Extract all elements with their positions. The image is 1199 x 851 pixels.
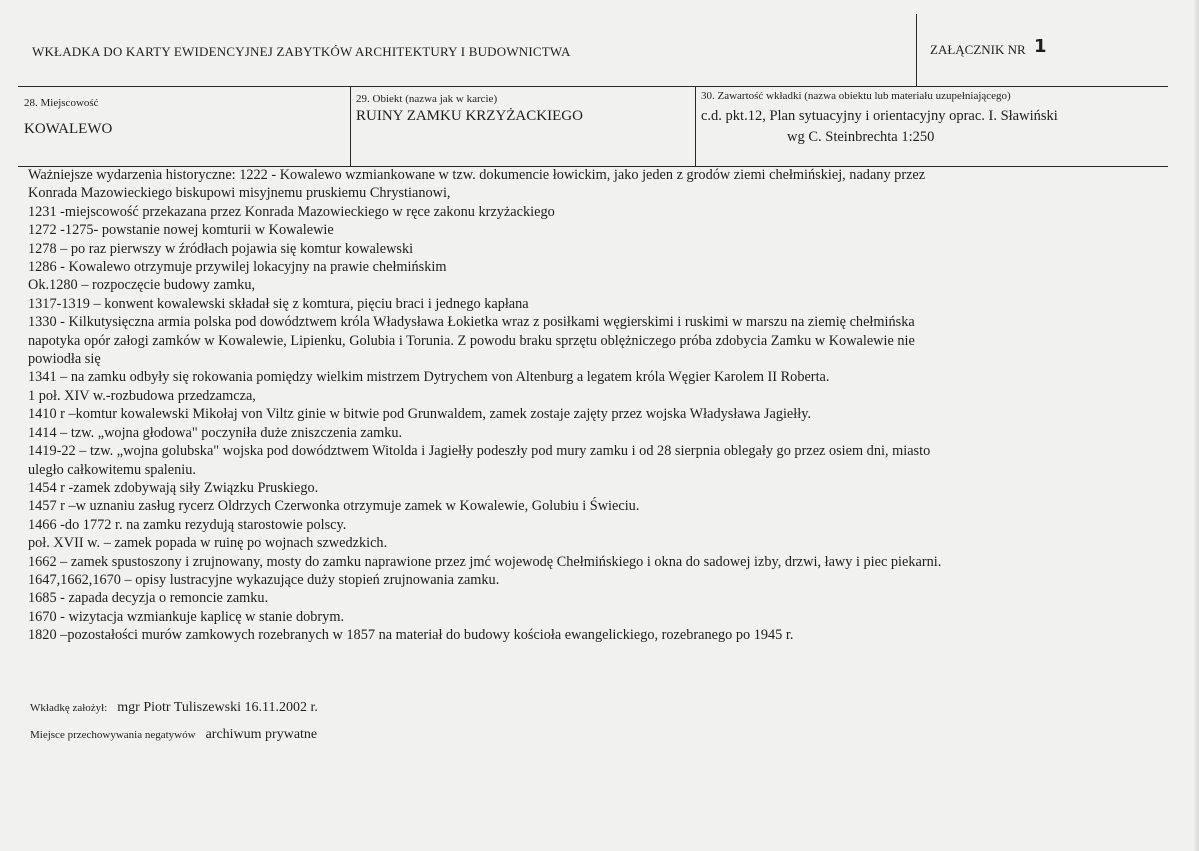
event-line: napotyka opór załogi zamków w Kowalewie, Lipienku, Golubia i Torunia. Z powodu braku sprzętu oblężniczego próba zdobycia Zamku w Kowalewie nie xyxy=(28,332,915,349)
field-28-value: KOWALEWO xyxy=(24,121,113,137)
event-line: 1341 – na zamku odbyły się rokowania pomiędzy wielkim mistrzem Dytrychem von Altenburg a legatem króla Węgier Karolem II Roberta. xyxy=(28,369,830,386)
event-line: 1466 -do 1772 r. na zamku rezydują starostowie polscy. xyxy=(28,516,347,533)
event-line: 1419-22 – tzw. „wojna golubska" wojska pod dowództwem Witolda i Jagiełły podeszły pod mury zamku i od 28 sierpnia oblegały go przez osiem dni, miasto xyxy=(28,443,931,460)
event-line: 1457 r –w uznaniu zasług rycerz Oldrzych Czerwonka otrzymuje zamek w Kowalewie, Golubiu i Świeciu. xyxy=(28,498,640,515)
field-30-value-line1: c.d. pkt.12, Plan sytuacyjny i orientacyjny oprac. I. Sławiński xyxy=(701,108,1058,124)
event-line: Ważniejsze wydarzenia historyczne: 1222 - Kowalewo wzmiankowane w tzw. dokumencie łowickim, jako jeden z grodów ziemi chełmińskiej, nadany przez xyxy=(28,167,926,183)
field-divider-1 xyxy=(350,86,351,166)
field-30-value-line2: wg C. Steinbrechta 1:250 xyxy=(787,129,935,145)
event-line: 1670 - wizytacja wzmiankuje kaplicę w stanie dobrym. xyxy=(28,608,345,625)
event-line: 1231 -miejscowość przekazana przez Konrada Mazowieckiego w ręce zakonu krzyżackiego xyxy=(28,203,555,220)
field-29-value: RUINY ZAMKU KRZYŻACKIEGO xyxy=(356,108,583,124)
attachment-label: ZAŁĄCZNIK NR xyxy=(930,42,1026,57)
event-line: 1454 r -zamek zdobywają siły Związku Pruskiego. xyxy=(28,479,319,496)
field-28-label: 28. Miejscowość xyxy=(24,97,99,109)
event-line: 1286 - Kowalewo otrzymuje przywilej lokacyjny na prawie chełmińskim xyxy=(28,259,447,276)
event-line: 1662 – zamek spustoszony i zrujnowany, mosty do zamku naprawione przez jmć wojewodę Chełmińskiego i okna do sadowej izby, drzwi, ławy i piec piekarni. xyxy=(28,553,942,570)
event-line: 1330 - Kilkutysięczna armia polska pod dowództwem króla Władysława Łokietka wraz z posiłkami węgierskimi i ruskimi w marszu na ziemię chełmińska xyxy=(28,314,915,331)
negatives-row xyxy=(30,725,317,743)
field-29-label: 29. Obiekt (nazwa jak w karcie) xyxy=(356,93,498,105)
scan-edge xyxy=(1193,0,1199,851)
event-line: 1278 – po raz pierwszy w źródłach pojawia się komtur kowalewski xyxy=(28,240,414,257)
event-line: powiodła się xyxy=(28,351,101,368)
event-line: 1317-1319 – konwent kowalewski składał się z komtura, pięciu braci i jednego kapłana xyxy=(28,295,529,312)
author-value: mgr Piotr Tuliszewski 16.11.2002 r. xyxy=(117,700,318,715)
negatives-label: Miejsce przechowywania negatywów xyxy=(30,729,196,741)
event-line: 1647,1662,1670 – opisy lustracyjne wykazujące duży stopień zrujnowania zamku. xyxy=(28,571,500,588)
header-rule xyxy=(18,86,1168,87)
author-row xyxy=(30,698,318,716)
event-line: uległo całkowitemu spaleniu. xyxy=(28,461,196,478)
field-30-label: 30. Zawartość wkładki (nazwa obiektu lub materiału uzupełniającego) xyxy=(701,90,1011,102)
header-divider xyxy=(916,14,917,86)
event-line: 1685 - zapada decyzja o remoncie zamku. xyxy=(28,590,269,607)
event-line: 1414 – tzw. „wojna głodowa" poczyniła duże zniszczenia zamku. xyxy=(28,424,403,441)
historical-events xyxy=(28,166,1178,645)
card-title: WKŁADKA DO KARTY EWIDENCYJNEJ ZABYTKÓW ARCHITEKTURY I BUDOWNICTWA xyxy=(32,44,571,59)
event-line: 1820 –pozostałości murów zamkowych rozebranych w 1857 na materiał do budowy kościoła ewangelickiego, rozebranego po 1945 r. xyxy=(28,627,794,644)
event-line: 1410 r –komtur kowalewski Mikołaj von Viltz ginie w bitwie pod Grunwaldem, zamek zostaje zajęty przez wojska Władysława Jagiełły. xyxy=(28,406,812,423)
negatives-value: archiwum prywatne xyxy=(205,727,318,742)
field-divider-2 xyxy=(695,86,696,166)
author-label: Wkładkę założył: xyxy=(30,702,108,714)
event-line: 1 poł. XIV w.-rozbudowa przedzamcza, xyxy=(28,387,256,404)
event-line: Ok.1280 – rozpoczęcie budowy zamku, xyxy=(28,277,256,294)
event-line: 1272 -1275- powstanie nowej komturii w Kowalewie xyxy=(28,222,334,239)
event-line: poł. XVII w. – zamek popada w ruinę po wojnach szwedzkich. xyxy=(28,535,388,552)
attachment-number: 1 xyxy=(1034,36,1047,57)
event-line: Konrada Mazowieckiego biskupowi misyjnemu pruskiemu Chrystianowi, xyxy=(28,185,451,202)
